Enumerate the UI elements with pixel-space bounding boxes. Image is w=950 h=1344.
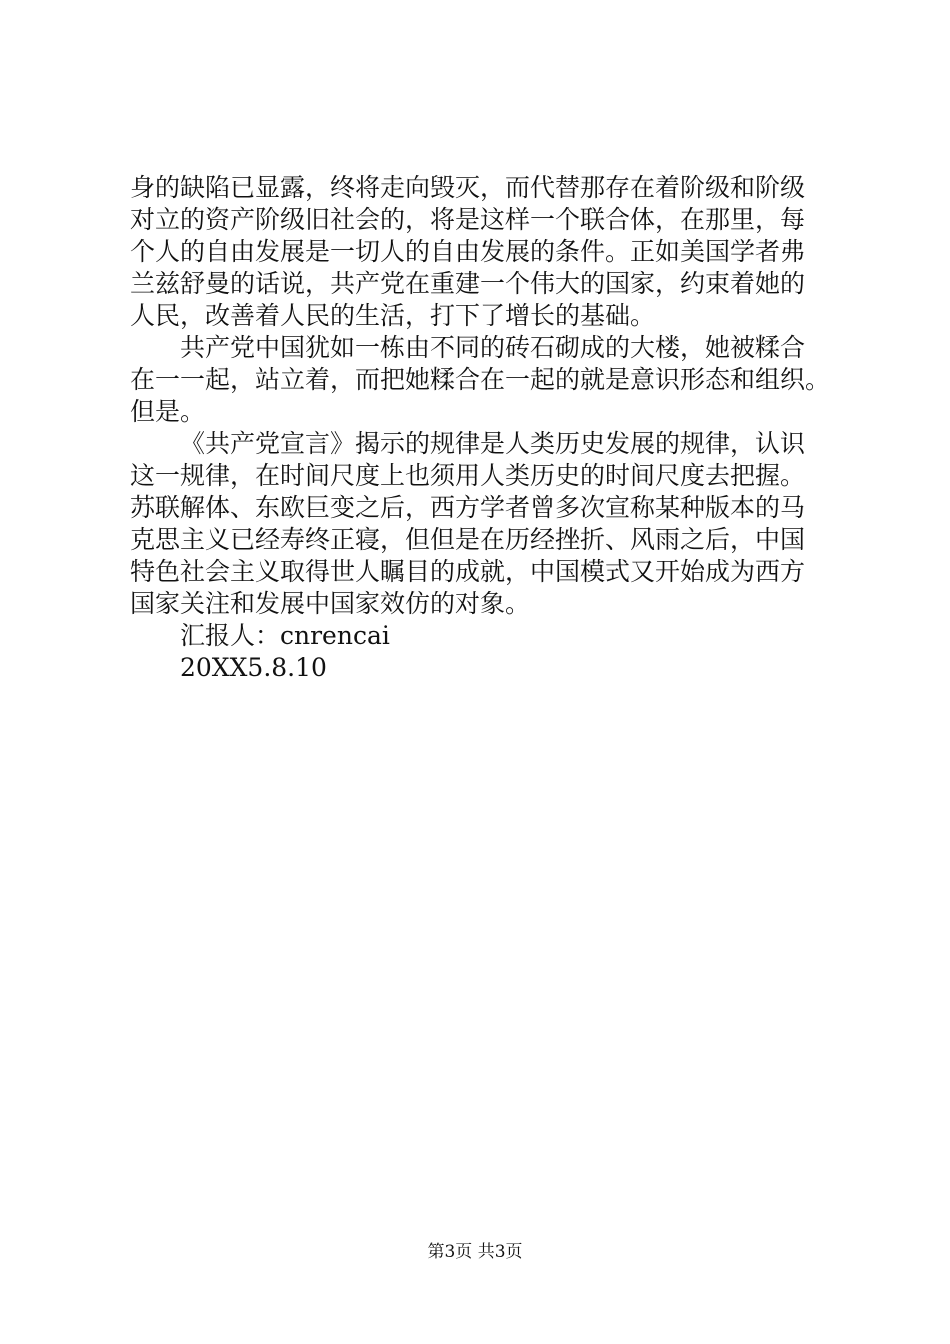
text-line: 个人的自由发展是一切人的自由发展的条件。正如美国学者弗 (130, 237, 806, 266)
page-footer: 第3页 共3页 (427, 1242, 523, 1262)
paragraph-1 (130, 172, 850, 332)
text-line: 对立的资产阶级旧社会的，将是这样一个联合体，在那里，每 (130, 205, 806, 234)
paragraph-2 (130, 332, 850, 428)
document-body (130, 172, 850, 684)
reporter-signature: 汇报人：cnrencai (180, 621, 390, 650)
paragraph-3 (130, 428, 850, 620)
report-date: 20XX5.8.10 (180, 653, 327, 682)
text-line: 特色社会主义取得世人瞩目的成就，中国模式又开始成为西方 (130, 557, 806, 586)
text-line: 国家关注和发展中国家效仿的对象。 (130, 589, 531, 618)
text-line: 《共产党宣言》揭示的规律是人类历史发展的规律，认识 (180, 429, 806, 458)
text-line: 兰兹舒曼的话说，共产党在重建一个伟大的国家，约束着她的 (130, 269, 806, 298)
text-line: 苏联解体、东欧巨变之后，西方学者曾多次宣称某种版本的马 (130, 493, 806, 522)
text-line: 但是。 (130, 397, 206, 426)
text-line: 在一一起，站立着，而把她糅合在一起的就是意识形态和组织。 (130, 365, 831, 394)
text-line: 人民，改善着人民的生活，打下了增长的基础。 (130, 301, 656, 330)
text-line: 克思主义已经寿终正寝，但但是在历经挫折、风雨之后，中国 (130, 525, 806, 554)
text-line: 身的缺陷已显露，终将走向毁灭，而代替那存在着阶级和阶级 (130, 173, 806, 202)
text-line: 这一规律，在时间尺度上也须用人类历史的时间尺度去把握。 (130, 461, 806, 490)
text-line: 共产党中国犹如一栋由不同的砖石砌成的大楼，她被糅合 (180, 333, 806, 362)
